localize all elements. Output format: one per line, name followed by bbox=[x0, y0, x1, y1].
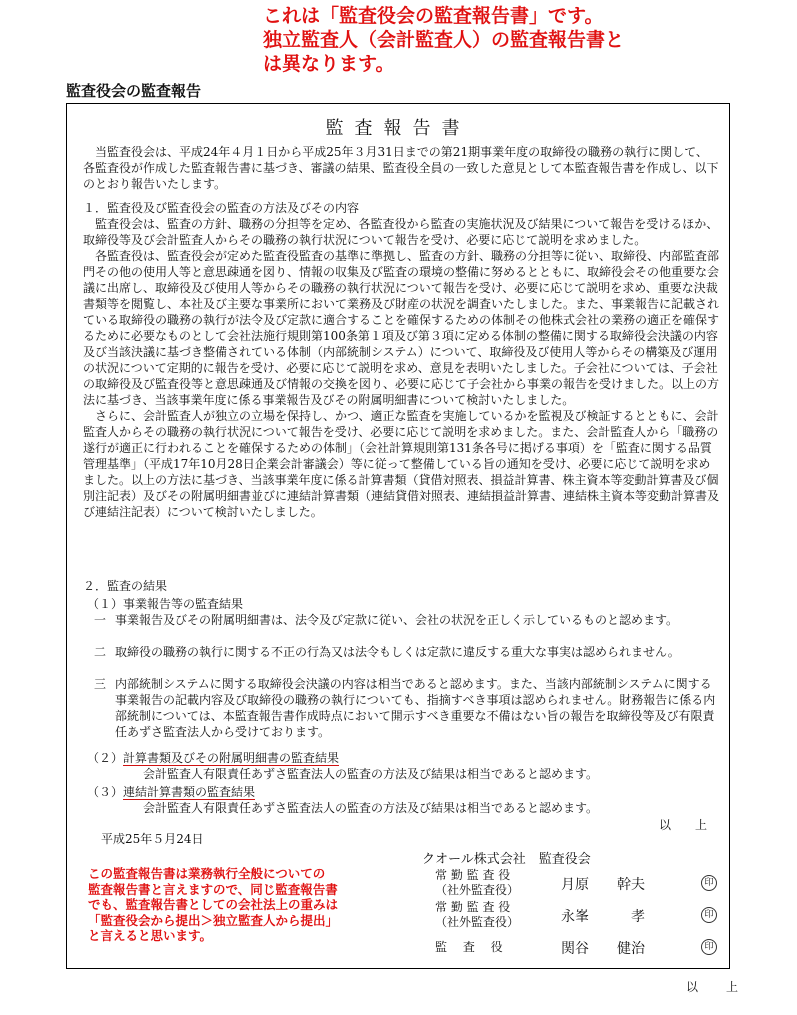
subsection-1-title: （１）事業報告等の監査結果 bbox=[87, 597, 244, 611]
result-item-number: 一 bbox=[93, 613, 106, 627]
outer-closing: 以 上 bbox=[686, 980, 747, 994]
section-2-title: ２．監査の結果 bbox=[83, 579, 168, 593]
seal-icon: 印 bbox=[701, 939, 717, 955]
signatory-role-line: 常 勤 監 査 役 bbox=[435, 868, 511, 882]
signatory-role-line: （社外監査役） bbox=[435, 915, 520, 929]
signatory-name: 関谷 健治 bbox=[561, 941, 645, 957]
top-annotation-line: これは「監査役会の監査報告書」です。 bbox=[263, 5, 604, 27]
subsection-3-title: 連結計算書類の監査結果 bbox=[123, 785, 256, 799]
seal-icon: 印 bbox=[701, 875, 717, 891]
bottom-annotation-line: 「監査役会から提出＞独立監査人から提出」 bbox=[88, 912, 339, 928]
company-name: クオール株式会社 監査役会 bbox=[422, 852, 591, 867]
result-item-text: 事業報告及びその附属明細書は、法令及び定款に従い、会社の状況を正しく示しているものと認めます。 bbox=[115, 613, 679, 627]
signatory-name: 永峯 孝 bbox=[561, 909, 645, 925]
signatory-role bbox=[435, 900, 519, 930]
subsection-3-prefix: （３） bbox=[87, 785, 124, 799]
section-1-paragraph: さらに、会計監査人が独立の立場を保持し、かつ、適正な監査を実施しているかを監視及び検証するとともに、会計監査人からその職務の執行状況について報告を受け、必要に応じて説明を求めました。また、会計監査人から「職務の遂行が適正に行われることを確保するための体制」（会社計算規則第131条各号に掲げる事項）を「監査に関する品質管理基準」（平成17年10月28日企業会計審議会）等に従って整備している旨の通知を受け、必要に応じて説明を求めました。以上の方法に基づき、当該事業年度に係る計算書類（貸借対照表、損益計算書、株主資本等変動計算書及び個別注記表）及びその附属明細書並びに連結計算書類（連結貸借対照表、連結損益計算書、連結株主資本等変動計算書及び連結注記表）について検討いたしました。 bbox=[83, 409, 720, 519]
top-annotation-line: は異なります。 bbox=[263, 53, 395, 75]
signatory-role: 監 査 役 bbox=[435, 940, 503, 954]
document-title: 監査報告書 bbox=[325, 118, 471, 139]
section-1-paragraph: 監査役会は、監査の方針、職務の分担等を定め、各監査役から監査の実施状況及び結果について報告を受けるほか、取締役等及び会計監査人からその職務の執行状況について報告を受け、必要に応じて説明を求めました。 bbox=[83, 217, 719, 247]
subsection-2 bbox=[87, 750, 723, 782]
seal-icon: 印 bbox=[701, 907, 717, 923]
subsection-3 bbox=[87, 784, 723, 816]
section-1-paragraph: 各監査役は、監査役会が定めた監査役監査の基準に準拠し、監査の方針、職務の分担等に従い、取締役、内部監査部門その他の使用人等と意思疎通を図り、情報の収集及び監査の環境の整備に努めるとともに、取締役会その他重要な会議に出席し、取締役及び使用人等からその職務の執行状況について報告を受け、必要に応じて説明を求め、重要な決裁書類等を閲覧し、本社及び主要な事業所において業務及び財産の状況を調査いたしました。また、事業報告に記載されている取締役の職務の執行が法令及び定款に適合することを確保するための体制その他株式会社の業務の適正を確保するために必要なものとして会社法施行規則第100条第１項及び第３項に定める体制の整備に関する取締役会決議の内容及び当該決議に基づき整備されている体制（内部統制システム）について、取締役及び使用人等からその構築及び運用の状況について定期的に報告を受け、必要に応じて説明を求め、意見を表明いたしました。子会社については、子会社の取締役及び監査役等と意思疎通及び情報の交換を図り、必要に応じて子会社から事業の報告を受けました。以上の方法に基づき、当該事業年度に係る事業報告及びその附属明細書について検討いたしました。 bbox=[83, 249, 720, 407]
section-1-title: １．監査役及び監査役会の監査の方法及びその内容 bbox=[83, 201, 360, 215]
top-annotation-line: 独立監査人（会計監査人）の監査報告書と bbox=[263, 29, 625, 51]
subsection-3-text: 会計監査人有限責任あずさ監査法人の監査の方法及び結果は相当であると認めます。 bbox=[143, 801, 599, 815]
subsection-2-prefix: （２） bbox=[87, 751, 124, 765]
page-heading: 監査役会の監査報告 bbox=[66, 82, 202, 100]
result-item-text: 取締役の職務の執行に関する不正の行為又は法令もしくは定款に違反する重大な事実は認められません。 bbox=[115, 645, 680, 659]
result-item bbox=[85, 644, 717, 660]
subsection-2-text: 会計監査人有限責任あずさ監査法人の監査の方法及び結果は相当であると認めます。 bbox=[143, 767, 599, 781]
signatory-role-line: 常 勤 監 査 役 bbox=[435, 900, 511, 914]
result-item-number: 三 bbox=[93, 677, 106, 691]
result-item bbox=[85, 676, 717, 740]
signatory-role bbox=[435, 868, 519, 898]
signatory-role-line: （社外監査役） bbox=[435, 883, 520, 897]
section-1 bbox=[83, 200, 719, 520]
intro-paragraph: 当監査役会は、平成24年４月１日から平成25年３月31日までの第21期事業年度の取締役の職務の執行に関して、各監査役が作成した監査報告書に基づき、審議の結果、監査役全員の一致した意見として本監査報告書を作成し、以下のとおり報告いたします。 bbox=[83, 145, 719, 191]
bottom-annotation-line: と言えると思います。 bbox=[88, 928, 213, 943]
result-item-number: 二 bbox=[93, 645, 106, 659]
bottom-annotation-line: でも、監査報告書としての会社法上の重みは bbox=[88, 897, 339, 912]
subsection-2-title: 計算書類及びその附属明細書の監査結果 bbox=[123, 751, 340, 765]
audit-report-document bbox=[66, 103, 730, 969]
top-annotation bbox=[263, 4, 793, 76]
bottom-annotation-line: この監査報告書は業務執行全般についての bbox=[88, 866, 326, 881]
signatory-name: 月原 幹夫 bbox=[561, 877, 645, 893]
report-date: 平成25年５月24日 bbox=[101, 832, 204, 846]
bottom-annotation-line: 監査報告書と言えますので、同じ監査報告書 bbox=[88, 881, 338, 897]
bottom-annotation bbox=[88, 866, 408, 944]
result-item bbox=[85, 612, 717, 628]
inner-closing: 以 上 bbox=[658, 818, 713, 832]
result-item-text: 内部統制システムに関する取締役会決議の内容は相当であると認めます。また、当該内部統制システムに関する事業報告の記載内容及び取締役の職務の執行についても、指摘すべき事項は認められません。財務報告に係る内部統制については、本監査報告書作成時点において開示すべき重要な不備はない旨の報告を取締役等及び有限責任あずさ監査法人から受けております。 bbox=[115, 677, 716, 739]
